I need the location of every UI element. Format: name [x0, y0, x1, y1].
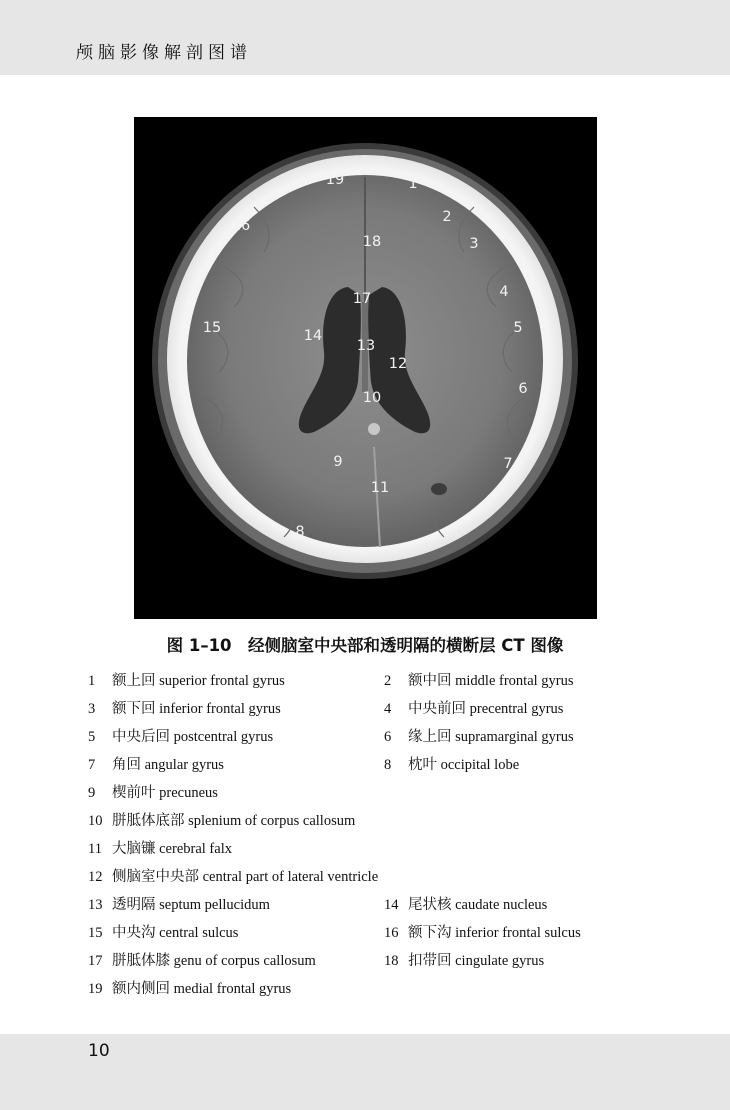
legend-number: 19	[88, 981, 103, 997]
ct-marker: 2	[442, 209, 452, 225]
legend-text: 枕叶 occipital lobe	[408, 757, 520, 773]
legend-item	[384, 697, 563, 718]
legend-number: 5	[88, 729, 96, 745]
legend-item	[88, 949, 316, 970]
ct-marker: 8	[295, 524, 305, 540]
legend-text: 额中回 middle frontal gyrus	[408, 673, 574, 689]
legend-text: 额上回 superior frontal gyrus	[112, 673, 285, 689]
legend-text: 额内侧回 medial frontal gyrus	[112, 981, 292, 997]
legend-text: 透明隔 septum pellucidum	[112, 897, 270, 913]
ct-marker: 4	[499, 284, 509, 300]
legend-item	[384, 893, 547, 914]
legend-number: 17	[88, 953, 103, 969]
ct-marker: 13	[356, 338, 376, 354]
legend-item	[384, 753, 519, 774]
ct-marker: 12	[388, 356, 408, 372]
ct-marker: 7	[503, 456, 513, 472]
ct-marker: 5	[513, 320, 523, 336]
ct-marker: 16	[231, 218, 251, 234]
ct-marker: 19	[325, 172, 345, 188]
legend-text: 扣带回 cingulate gyrus	[408, 953, 545, 969]
legend-item	[384, 669, 574, 690]
legend-text: 大脑镰 cerebral falx	[112, 841, 232, 857]
legend-text: 中央前回 precentral gyrus	[408, 701, 564, 717]
ct-marker: 1	[408, 176, 418, 192]
ct-marker: 10	[362, 390, 382, 406]
legend-number: 15	[88, 925, 103, 941]
legend-item	[88, 921, 238, 942]
legend-item	[88, 725, 273, 746]
legend-item	[88, 977, 291, 998]
legend-text: 胼胝体膝 genu of corpus callosum	[112, 953, 316, 969]
legend-item	[88, 893, 270, 914]
legend-number: 12	[88, 869, 103, 885]
running-title: 颅脑影像解剖图谱	[76, 43, 252, 63]
ct-marker: 15	[202, 320, 222, 336]
legend-number: 2	[384, 673, 392, 689]
legend-item	[384, 921, 581, 942]
ct-marker: 9	[333, 454, 343, 470]
ct-marker: 14	[303, 328, 323, 344]
legend-text: 侧脑室中央部 central part of lateral ventricle	[112, 869, 379, 885]
ct-marker: 18	[362, 234, 382, 250]
legend-number: 8	[384, 757, 392, 773]
legend-number: 14	[384, 897, 399, 913]
legend-item	[88, 837, 232, 858]
ct-marker: 17	[352, 291, 372, 307]
legend-text: 缘上回 supramarginal gyrus	[408, 729, 574, 745]
legend-item	[88, 781, 218, 802]
legend-text: 尾状核 caudate nucleus	[408, 897, 548, 913]
legend-text: 中央沟 central sulcus	[112, 925, 239, 941]
legend-number: 10	[88, 813, 103, 829]
ct-scan-graphic	[134, 117, 597, 619]
legend-text: 楔前叶 precuneus	[112, 785, 218, 801]
legend-item	[88, 753, 224, 774]
legend-text: 中央后回 postcentral gyrus	[112, 729, 274, 745]
calcification	[368, 423, 380, 435]
legend-text: 胼胝体底部 splenium of corpus callosum	[112, 813, 356, 829]
ct-marker: 3	[469, 236, 479, 252]
legend-number: 6	[384, 729, 392, 745]
legend-item	[88, 865, 378, 886]
legend-number: 11	[88, 841, 102, 857]
legend-number: 4	[384, 701, 392, 717]
legend-item	[88, 669, 285, 690]
ct-image	[134, 117, 597, 619]
legend-item	[384, 725, 574, 746]
ct-marker: 11	[370, 480, 390, 496]
legend-number: 1	[88, 673, 96, 689]
page-header	[0, 0, 730, 75]
legend-text: 角回 angular gyrus	[112, 757, 224, 773]
legend-number: 18	[384, 953, 399, 969]
legend-number: 16	[384, 925, 399, 941]
figure-caption: 图 1–10 经侧脑室中央部和透明隔的横断层 CT 图像	[166, 636, 564, 655]
legend-item	[88, 809, 355, 830]
legend-number: 7	[88, 757, 96, 773]
ct-marker: 6	[518, 381, 528, 397]
legend-item	[384, 949, 544, 970]
page-number: 10	[88, 1041, 110, 1061]
legend-number: 9	[88, 785, 96, 801]
legend-text: 额下沟 inferior frontal sulcus	[408, 925, 581, 941]
legend-item	[88, 697, 281, 718]
legend-text: 额下回 inferior frontal gyrus	[112, 701, 281, 717]
legend-number: 13	[88, 897, 103, 913]
legend-number: 3	[88, 701, 96, 717]
